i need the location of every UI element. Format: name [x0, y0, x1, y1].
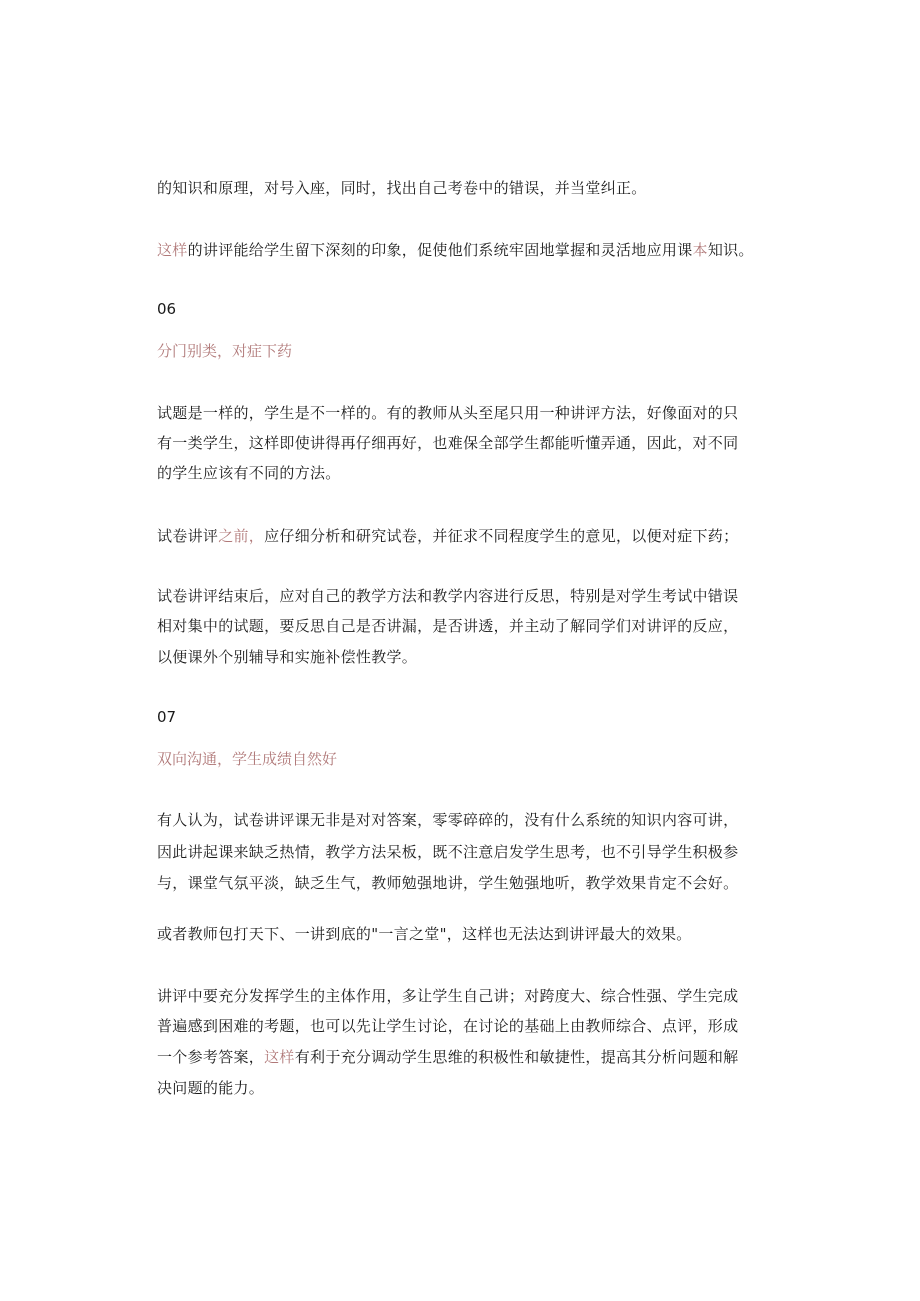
section-07-p3-line-2: 普遍感到困难的考题，也可以先让学生讨论，在讨论的基础上由教师综合、点评，形成	[157, 1017, 739, 1035]
section-07-p1-line-2: 因此讲起课来缺乏热情，教学方法呆板，既不注意启发学生思考，也不引导学生积极参	[157, 843, 739, 861]
text-segment: 的讲评能给学生留下深刻的印象，促使他们系统牢固地掌握和灵活地应用课	[187, 241, 693, 259]
section-07-p3-line-3	[157, 1047, 738, 1067]
text-segment: 应仔细分析和研究试卷，并征求不同程度学生的意见，以便对症下药；	[264, 527, 739, 545]
text-segment: 试卷讲评	[157, 527, 219, 545]
section-06-p3-line-2: 相对集中的试题，要反思自己是否讲漏，是否讲透，并主动了解同学们对讲评的反应，	[157, 617, 739, 635]
section-06-p1-line-2: 有一类学生，这样即使讲得再仔细再好，也难保全部学生都能听懂弄通，因此，对不同	[157, 434, 739, 452]
section-06-number: 06	[157, 300, 177, 318]
section-07-p3-line-1: 讲评中要充分发挥学生的主体作用，多让学生自己讲；对跨度大、综合性强、学生完成	[157, 987, 739, 1005]
highlight-text: 这样	[264, 1048, 295, 1066]
section-07-number: 07	[157, 708, 177, 726]
section-07-p1-line-1: 有人认为，试卷讲评课无非是对对答案，零零碎碎的，没有什么系统的知识内容可讲，	[157, 811, 739, 829]
section-06-p1-line-1: 试题是一样的，学生是不一样的。有的教师从头至尾只用一种讲评方法，好像面对的只	[157, 404, 739, 422]
intro-line-2	[157, 240, 754, 260]
section-06-p3-line-1: 试卷讲评结束后，应对自己的教学方法和教学内容进行反思，特别是对学生考试中错误	[157, 587, 739, 605]
section-06-p3-line-3: 以便课外个别辅导和实施补偿性教学。	[157, 648, 418, 666]
highlight-text: 这样	[157, 241, 188, 259]
text-segment: 一个参考答案，	[157, 1048, 265, 1066]
highlight-text: 本	[692, 241, 708, 259]
section-07-p1-line-3: 与，课堂气氛平淡，缺乏生气，教师勉强地讲，学生勉强地听，教学效果肯定不会好。	[157, 874, 739, 892]
intro-line-1: 的知识和原理，对号入座，同时，找出自己考卷中的错误，并当堂纠正。	[157, 179, 647, 197]
text-segment: 有利于充分调动学生思维的积极性和敏捷性，提高其分析问题和解	[294, 1048, 739, 1066]
highlight-text: 之前，	[218, 527, 265, 545]
section-06-p2	[157, 526, 738, 546]
section-07-title: 双向沟通，学生成绩自然好	[157, 750, 338, 768]
text-segment: 知识。	[707, 241, 754, 259]
section-06-p1-line-3: 的学生应该有不同的方法。	[157, 464, 341, 482]
section-06-title: 分门别类，对症下药	[157, 342, 293, 360]
section-07-p3-line-4: 决问题的能力。	[157, 1079, 265, 1097]
section-07-p2: 或者教师包打天下、一讲到底的"一言之堂"，这样也无法达到讲评最大的效果。	[157, 925, 692, 943]
